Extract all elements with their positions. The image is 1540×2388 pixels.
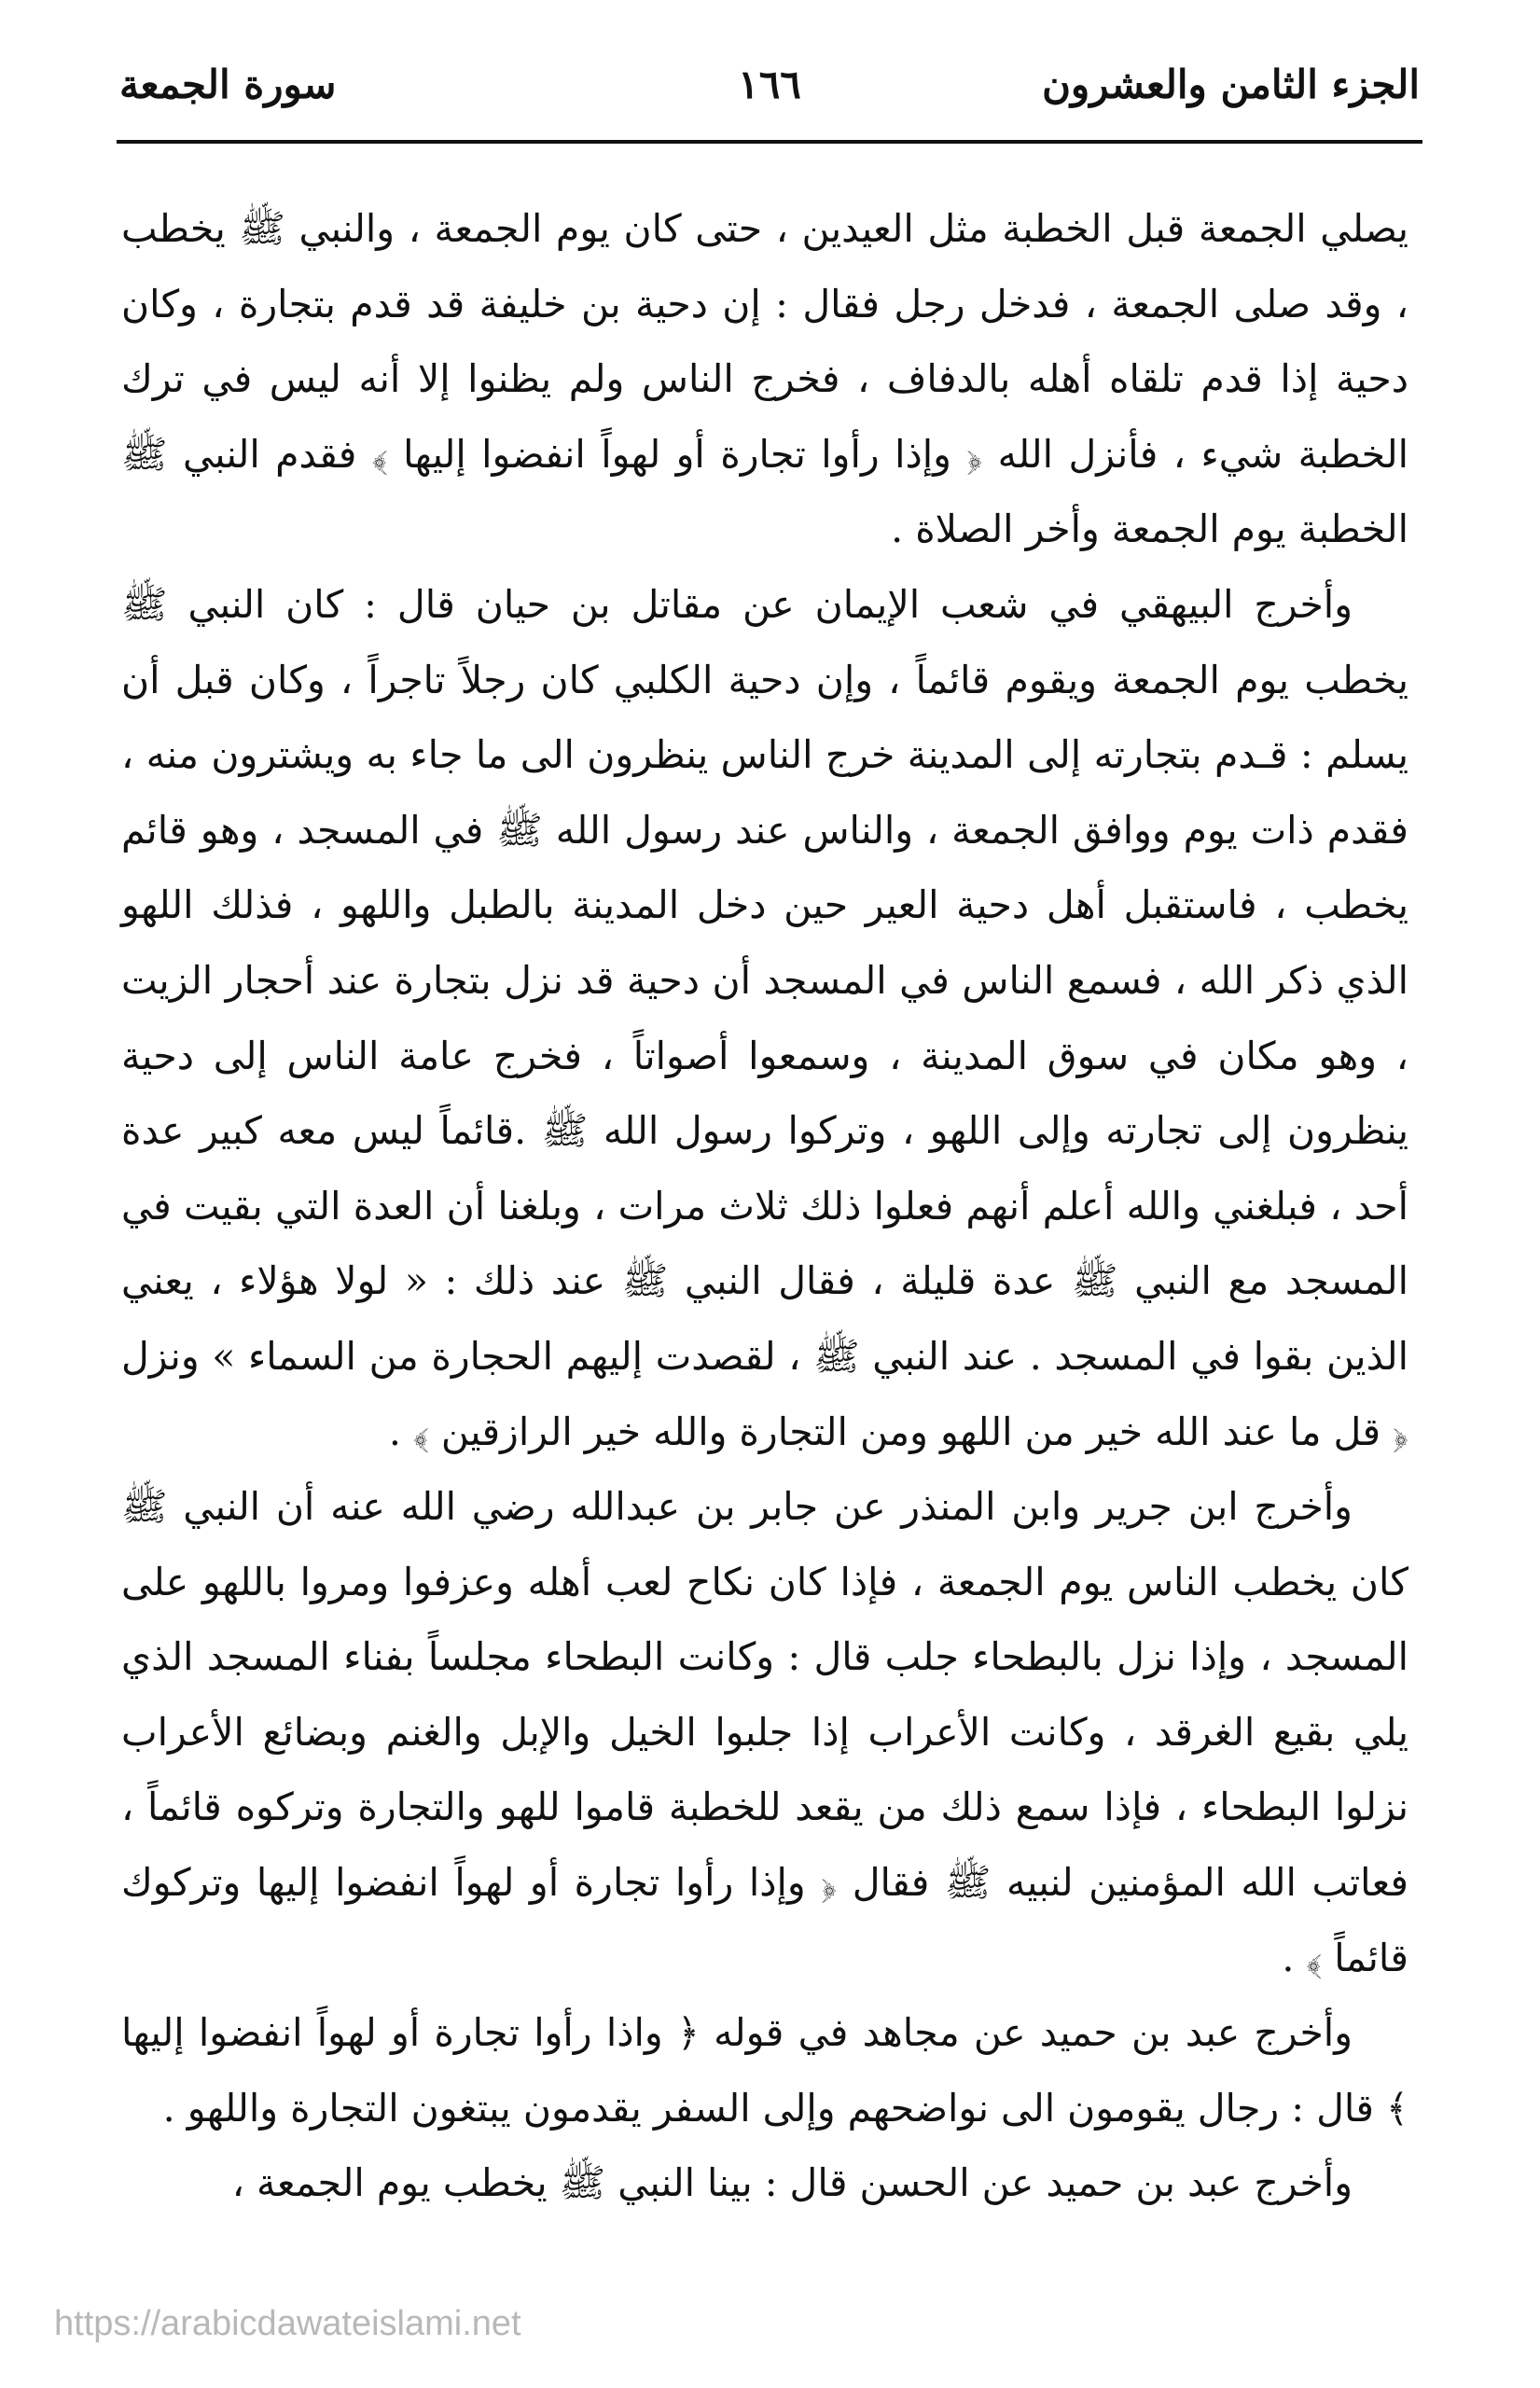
page-number: ١٦٦	[738, 62, 801, 107]
paragraph-3: وأخرج ابن جرير وابن المنذر عن جابر بن عبدالله رضي الله عنه أن النبي ﷺ كان يخطب الناس يوم الجمعة ، فإذا كان نكاح لعب أهله وعزفوا ومروا باللهو على المسجد ، وإذا نزل بالبطحاء جلب قال : وكانت البطحاء مجلساً بفناء المسجد الذي يلي بقيع الغرقد ، وكانت الأعراب إذا جلبوا الخيل والإبل والغنم وبضائع الأعراب نزلوا البطحاء ، فإذا سمع ذلك من يقعد للخطبة قاموا للهو والتجارة وتركوه قائماً ، فعاتب الله المؤمنين لنبيه ﷺ فقال ﴿ وإذا رأوا تجارة أو لهواً انفضوا إليها وتركوك قائماً ﴾ .	[121, 1484, 1408, 1980]
paragraph-2: وأخرج البيهقي في شعب الإيمان عن مقاتل بن حيان قال : كان النبي ﷺ يخطب يوم الجمعة ويقوم قائماً ، وإن دحية الكلبي كان رجلاً تاجراً ، وكان قبل أن يسلم : قـدم بتجارته إلى المدينة خرج الناس ينظرون الى ما جاء به ويشترون منه ، فقدم ذات يوم ووافق الجمعة ، والناس عند رسول الله ﷺ في المسجد ، وهو قائم يخطب ، فاستقبل أهل دحية العير حين دخل المدينة بالطبل واللهو ، فذلك اللهو الذي ذكر الله ، فسمع الناس في المسجد أن دحية قد نزل بتجارة عند أحجار الزيت ، وهو مكان في سوق المدينة ، وسمعوا أصواتاً ، فخرج عامة الناس إلى دحية ينظرون إلى تجارته وإلى اللهو ، وتركوا رسول الله ﷺ .قائماً ليس معه كبير عدة أحد ، فبلغني والله أعلم أنهم فعلوا ذلك ثلاث مرات ، وبلغنا أن العدة التي بقيت في المسجد مع النبي ﷺ عدة قليلة ، فقال النبي ﷺ عند ذلك : « لولا هؤلاء ، يعني الذين بقوا في المسجد . عند النبي ﷺ ، لقصدت إليهم الحجارة من السماء » ونزل ﴿ قل ما عند الله خير من اللهو ومن التجارة والله خير الرازقين ﴾ .	[121, 581, 1408, 1454]
surah-title: سورة الجمعة	[119, 62, 337, 107]
page-header	[112, 54, 1427, 138]
paragraph-5: وأخرج عبد بن حميد عن الحسن قال : بينا النبي ﷺ يخطب يوم الجمعة ،	[231, 2160, 1353, 2206]
source-watermark: https://arabicdawateislami.net	[54, 2304, 521, 2343]
header-divider	[117, 140, 1422, 144]
part-title: الجزء الثامن والعشرون	[1042, 62, 1420, 107]
paragraph-1: يصلي الجمعة قبل الخطبة مثل العيدين ، حتى كان يوم الجمعة ، والنبي ﷺ يخطب ، وقد صلى الجمعة ، فدخل رجل فقال : إن دحية بن خليفة قد قدم بتجارة ، وكان دحية إذا قدم تلقاه أهله بالدفاف ، فخرج الناس ولم يظنوا إلا أنه ليس في ترك الخطبة شيء ، فأنزل الله ﴿ وإذا رأوا تجارة أو لهواً انفضوا إليها ﴾ فقدم النبي ﷺ الخطبة يوم الجمعة وأخر الصلاة .	[121, 206, 1408, 552]
paragraph-4: وأخرج عبد بن حميد عن مجاهد في قوله ﴿ واذا رأوا تجارة أو لهواً انفضوا إليها ﴾ قال : رجال يقومون الى نواضحهم وإلى السفر يقدمون يبتغون التجارة واللهو .	[121, 2010, 1408, 2131]
page-body	[121, 191, 1408, 2221]
